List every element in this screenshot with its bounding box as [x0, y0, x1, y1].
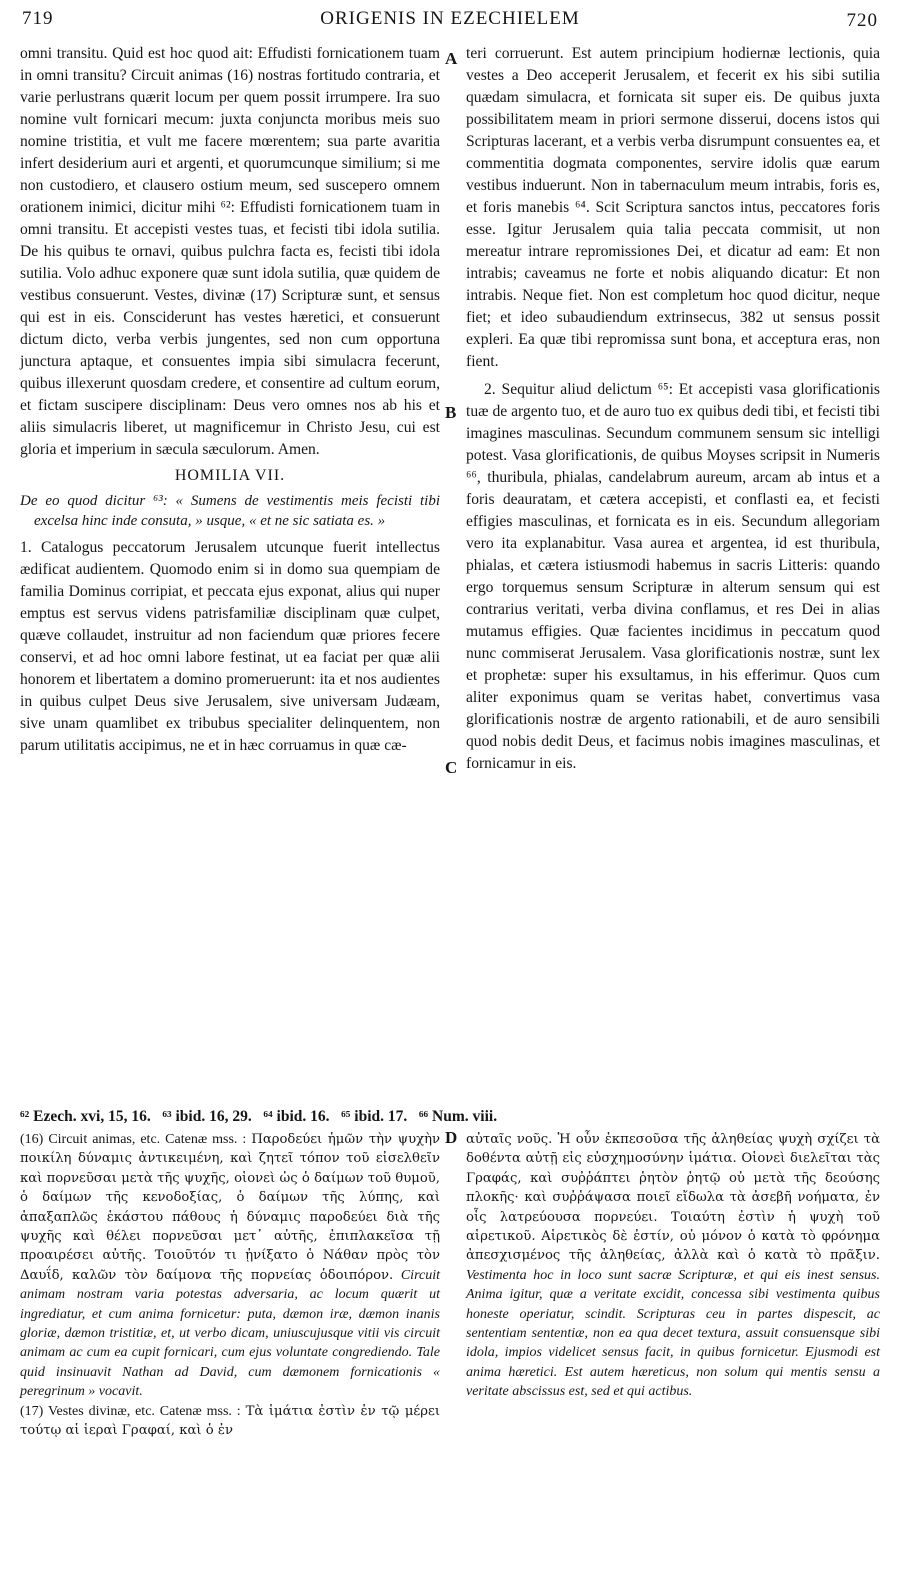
right-paragraph-1: teri corruerunt. Est autem principium hodiernæ lectionis, quia vestes a Deo acceperit Jerusalem, et fecerit ex his sibi sutilia quædam simulacra, et fornicata sit super eis. De quibus juxta possibilitatem meam in priori sermone disserui, docens istos qui Scripturas lacerant, et a verbis verba disrumpunt consuentes ea, et commentitia dogmata componentes, servire idolis quæ earum vestibus induerunt. Non in tabernaculum meum intrabis, foris es, et foris manebis ⁶⁴. Scit Scriptura sanctos intus, peccatores foris esse. Igitur Jerusalem quia talia peccata commisit, ut non mereatur intrare repromissiones Dei, et dicatur ad eam: Et non intrabis; caveamus ne forte et nobis aliquando dicatur: Et non intrabis. Neque fiet. Non est completum hoc quod dicitur, neque fiet; et ideo subaudiendum extrinsecus, 382 ut sensus possit expleri. Ea quæ tibi repromissa sunt bona, et acceptura eras, non fient.: [466, 45, 880, 370]
left-column: [20, 43, 440, 757]
section-letter-a: A: [445, 49, 458, 68]
section-letter-b: B: [445, 403, 457, 422]
note-17-greek-continued: αὐταῖς νοῦς. Ἡ οὖν ἐκπεσοῦσα τῆς ἀληθείας ψυχὴ σχίζει τὰ δοθέντα αὐτῇ εἰς εὐσχημοσύνην ἱμάτια. Οἱονεὶ διελεῖται τὰς Γραφάς, καὶ συῤῥάπτει ῥητὸν ῥητῷ οὐ μετὰ τῆς δεούσης πλοκῆς· καὶ συῤῥάψασα ποιεῖ εἴδωλα τὰ ἀσεβῆ νοήματα, ἐν οἷς λατρεύουσα πορνεύει. Τοιαύτη ἐστὶν ἡ ψυχὴ τοῦ αἱρετικοῦ. Αἱρετικὸς δὲ ἐστίν, οὐ μόνον ὁ κατὰ τὸ φρόνημα ἀπεσχισμένος τῆς ἀληθείας, ἀλλὰ καὶ ὁ κατὰ τὸ πρᾶξιν.: [466, 1132, 880, 1264]
running-header: [20, 6, 880, 36]
left-page-number: 719: [22, 8, 54, 29]
left-paragraph-2: 1. Catalogus peccatorum Jerusalem utcunque fuerit intellectus ædificat audientem. Quomodo enim si in domo sua quempiam de familia Dominus corripiat, et peccata ejus exponat, alius qui nuper emptus est servus videns patrisfamiliæ disciplinam quæ culpet, quæve collaudet, instruitur ad non faciendum quæ priores fecere conservi, et ad hoc omni labore festinat, ut ea faciat per quæ alii honorem et libertatem a domino promeruerunt: ita et nos audientes in quibus culpet Deus sive Jerusalem, sive universam Judæam, sive unam quamlibet ex tribubus specialiter delinquentem, non parum utilitatis accipimus, ne et in hæc corruamus in quæ cæ-: [20, 539, 440, 754]
right-page-number: 720: [846, 10, 878, 31]
homily-title: HOMILIA VII.: [174, 467, 286, 484]
left-paragraph-1: omni transitu. Quid est hoc quod ait: Effudisti fornicationem tuam in omni transitu? Circuit animas (16) nostras fortitudo contraria, et varie perlustrans quærit locum per quem possit irrumpere. Ira suo nomine vult fornicari mecum: juxta conjuncta moribus meis suo nomine tristitia, et vult me facere mœrentem; sua parte avaritia infert desiderium auri et argenti, et quorumcunque similium; si me non custodiero, et clausero ostium meum, sed suscepero omnem orationem inimici, dicitur mihi ⁶²: Effudisti fornicationem tuam in omni transitu. Et accepisti vestes tuas, et fecisti tibi idola sutilia. De his quibus te ornavi, quibus pulchra facta es, fecisti tibi idola sutilia. Volo adhuc exponere quæ sunt idola sutilia, quæ quidem de vestibus consuerunt. Vestes, divinæ (17) Scripturæ sunt, et sensus qui est in eis. Consciderunt has vestes hæretici, et consuerunt dictum dicto, verba verbis jungentes, sed non cum opportuna junctura aptaque, et consuentes impia sibi simulacra fecerunt, quibus illexerunt quosdam credere, et consentire ad cultum eorum, et fictam suscipere disciplinam: Deus vero omnes nos ab his et aliis simulacris liberet, ut magnificemur in Christo Jesu, cui est gloria et imperium in sæcula sæculorum. Amen.: [20, 45, 440, 458]
section-letter-c: C: [445, 758, 458, 777]
notes-left-column: [20, 1130, 440, 1441]
note-16-latin: Circuit animam nostram varia potestas adversaria, ac locum quærit ut ingrediatur, et cum anima fornicetur: puta, dæmon iræ, dæmon inanis gloriæ, dæmon tristitiæ, et, ut verbo dicam, uniuscujusque vitii vis circuit animam ac cum ea cupit fornicari, cum ejus voluntate congrediendo. Tale quid insinuavit Nathan ad David, cum dæmonem fornicationis « peregrinum » vocavit.: [20, 1267, 440, 1400]
note-16-heading: (16) Circuit animas, etc. Catenæ mss. :: [20, 1132, 247, 1147]
homily-subtitle: De eo quod dicitur ⁶³: « Sumens de vestimentis meis fecisti tibi excelsa hinc inde consuta, » usque, « et ne sic satiata es. »: [20, 493, 440, 529]
note-16-greek: Παροδεύει ἡμῶν τὴν ψυχὴν ποικίλη δύναμις ἀντικειμένη, καὶ ζητεῖ τόπον τοῦ εἰσελθεῖν καὶ πορνεῦσαι μετὰ τῆς ψυχῆς, οἱονεὶ ὡς ὁ δαίμων τοῦ θυμοῦ, ὁ δαίμων τῆς κενοδοξίας, ὁ δαίμων τῆς λύπης, καὶ ἁπαξαπλῶς ἑκάστου πάθους ἡ δύναμις παροδεύει διὰ τῆς ψυχῆς καὶ θέλει πορνεῦσαι μετ᾽ αὐτῆς, ἐπιπλακεῖσα τῇ προαιρέσει αὐτῆς. Τοιοῦτόν τι ᾐνίξατο ὁ Νάθαν πρὸς τὸν Δαυΐδ, καλῶν τὸν δαίμονα τῆς πορνείας ὁδοιπόρον.: [20, 1132, 441, 1283]
footnote-references: ⁶² Ezech. xvi, 15, 16. ⁶³ ibid. 16, 29. ⁶⁴ ibid. 16. ⁶⁵ ibid. 17. ⁶⁶ Num. viii.: [20, 1108, 498, 1125]
note-17-greek: Τὰ ἱμάτια ἐστὶν ἐν τῷ μέρει τούτῳ αἱ ἱεραὶ Γραφαί, καὶ ὁ ἐν: [20, 1403, 440, 1439]
section-letter-d: D: [445, 1128, 458, 1147]
right-column: [466, 43, 880, 775]
note-17-heading: (17) Vestes divinæ, etc. Catenæ mss. :: [20, 1403, 241, 1419]
note-17-latin: Vestimenta hoc in loco sunt sacræ Scripturæ, et qui eis inest sensus. Anima igitur, quæ a veritate excidit, concessa sibi vestimenta quibus honeste operiatur, scindit. Scripturas ceu in partes dispescit, ac sententiam sententiæ, non ea qua decet textura, assuit consuensque sibi idola, impios videlicet sensus facit, in quibus fornicetur. Ejusmodi est anima hæretici. Est autem hæreticus, non solum qui mentis sensu a veritate abscissus est, sed et qui actibus.: [466, 1267, 880, 1400]
notes-right-column: [466, 1130, 880, 1402]
right-paragraph-2: 2. Sequitur aliud delictum ⁶⁵: Et accepisti vasa glorificationis tuæ de argento tuo, et de auro tuo ex quibus dedi tibi, et fecisti tibi imagines masculinas. Secundum communem sensum sic intelligi potest. Vasa glorificationis, de quibus Moyses scripsit in Numeris ⁶⁶, thuribula, phialas, candelabrum aureum, arcam ab intus et a foris deauratam, et cætera accepisti, et conflasti ea, et fecisti effigies masculinas, et fornicata es in eis. Secundum allegoriam vero ita explanabitur. Vasa aurea et argentea, id est thuribula, phialas, et cætera istiusmodi habemus in sacris Litteris: quando ergo torquemus sensum Scripturæ in alterum sensum qui est contrarius veritati, verba divina conflamus, et res Dei in alias mutamus effigies. Quæ facientes incidimus in peccatum quod nunc commiserat Jerusalem. Vasa glorificationis nostræ, sunt lex et prophetæ: super his exsultamus, in his efferimur. Quos cum aliter exponimus quam se veritas habet, convertimus vasa glorificationis nostræ de argento rationabili, et de auro sensibili quod nobis dedit Deus, et facimus nobis imagines masculinas, et fornicamur in eis.: [466, 381, 880, 772]
running-title: ORIGENIS IN EZECHIELEM: [320, 8, 580, 29]
